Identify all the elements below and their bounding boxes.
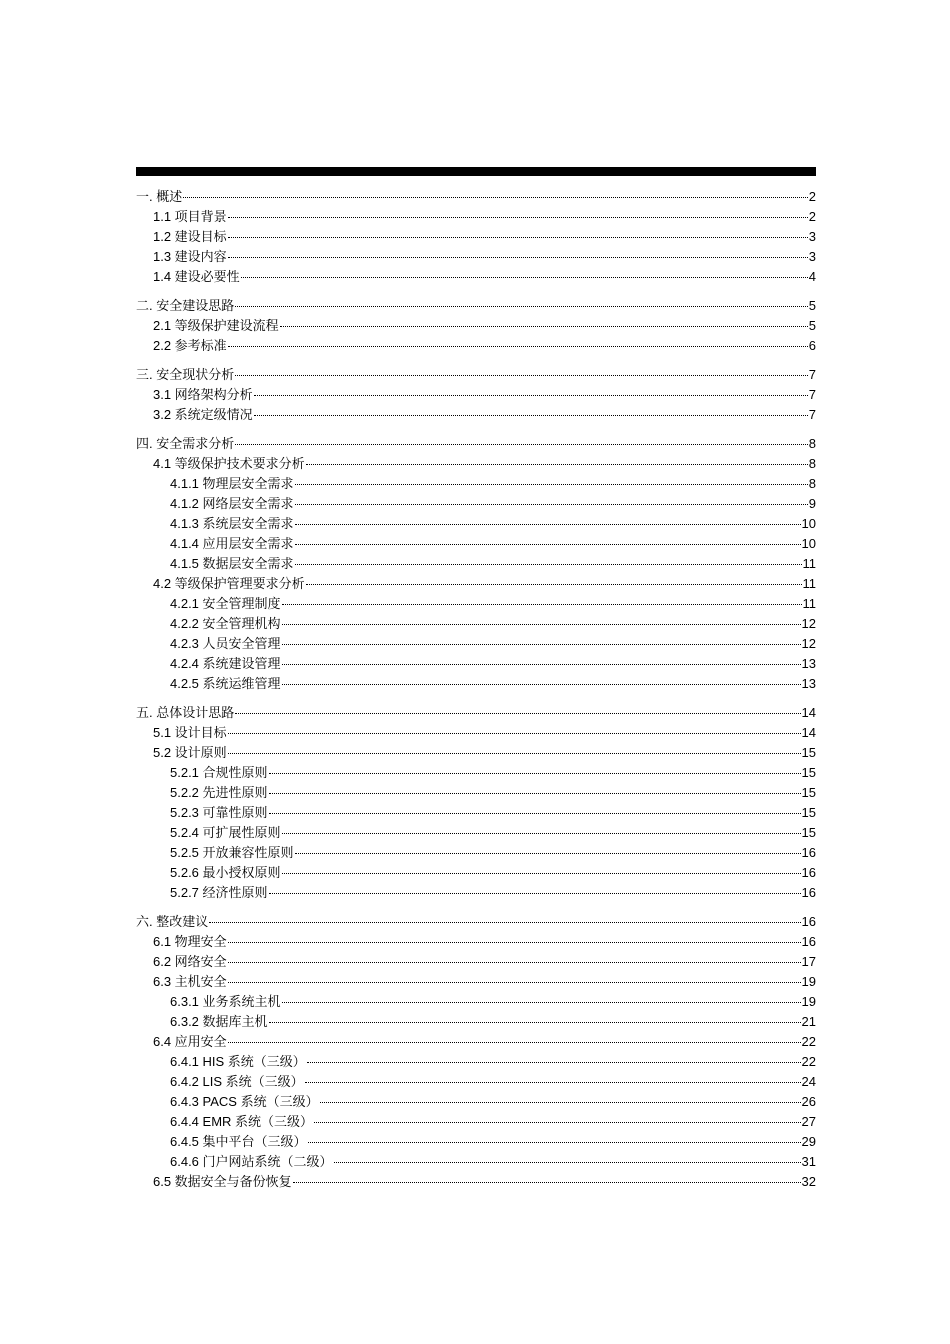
toc-leader-dots xyxy=(282,592,802,605)
toc-entry[interactable] xyxy=(136,1072,816,1092)
toc-entry[interactable] xyxy=(136,554,816,574)
toc-entry-title: 1.3 建设内容 xyxy=(153,249,227,264)
toc-leader-dots xyxy=(282,821,801,834)
toc-leader-dots xyxy=(228,225,808,238)
toc-entry-page: 24 xyxy=(801,1074,816,1089)
toc-leader-dots xyxy=(295,512,801,525)
toc-entry-title: 六. 整改建议 xyxy=(136,914,209,929)
toc-entry[interactable] xyxy=(136,863,816,883)
toc-entry-page: 11 xyxy=(802,556,816,571)
toc-leader-dots xyxy=(305,1070,801,1083)
toc-leader-dots xyxy=(307,1050,801,1063)
toc-leader-dots xyxy=(293,1170,801,1183)
toc-entry[interactable] xyxy=(136,743,816,763)
toc-leader-dots xyxy=(282,861,801,874)
top-rule xyxy=(136,167,816,176)
toc-entry-page: 7 xyxy=(808,387,816,402)
toc-entry-title: 1.4 建设必要性 xyxy=(153,269,240,284)
toc-entry[interactable] xyxy=(136,494,816,514)
toc-entry-page: 10 xyxy=(801,516,816,531)
toc-leader-dots xyxy=(282,672,801,685)
toc-entry[interactable] xyxy=(136,674,816,694)
toc-entry-page: 3 xyxy=(808,249,816,264)
toc-leader-dots xyxy=(235,432,808,445)
toc-entry-title: 5.2.3 可靠性原则 xyxy=(170,805,268,820)
toc-entry[interactable] xyxy=(136,932,816,952)
toc-leader-dots xyxy=(228,721,801,734)
toc-entry[interactable] xyxy=(136,1032,816,1052)
toc-leader-dots xyxy=(269,781,801,794)
toc-leader-dots xyxy=(282,612,801,625)
toc-entry[interactable] xyxy=(136,763,816,783)
toc-leader-dots xyxy=(295,492,808,505)
toc-entry-page: 19 xyxy=(801,974,816,989)
toc-entry[interactable] xyxy=(136,187,816,207)
toc-entry[interactable] xyxy=(136,1152,816,1172)
toc-entry-page: 13 xyxy=(801,656,816,671)
toc-entry[interactable] xyxy=(136,267,816,287)
toc-entry[interactable] xyxy=(136,405,816,425)
toc-entry-title: 6.4.1 HIS 系统（三级） xyxy=(170,1054,306,1069)
toc-entry[interactable] xyxy=(136,434,816,454)
toc-entry-page: 12 xyxy=(801,636,816,651)
toc-entry[interactable] xyxy=(136,574,816,594)
toc-leader-dots xyxy=(295,841,801,854)
toc-entry[interactable] xyxy=(136,296,816,316)
toc-entry-page: 19 xyxy=(801,994,816,1009)
toc-entry-page: 11 xyxy=(802,596,816,611)
toc-entry-page: 17 xyxy=(801,954,816,969)
toc-leader-dots xyxy=(269,801,801,814)
toc-entry[interactable] xyxy=(136,614,816,634)
toc-entry-page: 2 xyxy=(808,209,816,224)
toc-entry-title: 5.2.4 可扩展性原则 xyxy=(170,825,281,840)
toc-entry-title: 6.4.3 PACS 系统（三级） xyxy=(170,1094,319,1109)
toc-entry-title: 4.1.4 应用层安全需求 xyxy=(170,536,294,551)
toc-entry[interactable] xyxy=(136,247,816,267)
toc-entry[interactable] xyxy=(136,534,816,554)
toc-leader-dots xyxy=(228,741,801,754)
toc-entry[interactable] xyxy=(136,803,816,823)
toc-entry-page: 15 xyxy=(801,825,816,840)
toc-entry[interactable] xyxy=(136,972,816,992)
toc-entry-page: 13 xyxy=(801,676,816,691)
toc-entry-page: 21 xyxy=(801,1014,816,1029)
toc-entry-page: 8 xyxy=(808,456,816,471)
toc-entry-title: 4.2.1 安全管理制度 xyxy=(170,596,281,611)
toc-entry-page: 22 xyxy=(801,1054,816,1069)
toc-leader-dots xyxy=(269,881,801,894)
toc-leader-dots xyxy=(228,970,801,983)
toc-entry-title: 3.2 系统定级情况 xyxy=(153,407,253,422)
toc-leader-dots xyxy=(254,403,808,416)
toc-entry-title: 3.1 网络架构分析 xyxy=(153,387,253,402)
toc-leader-dots xyxy=(314,1110,801,1123)
toc-entry-page: 16 xyxy=(801,934,816,949)
toc-entry-title: 1.1 项目背景 xyxy=(153,209,227,224)
toc-entry-page: 12 xyxy=(801,616,816,631)
toc-entry-page: 5 xyxy=(808,318,816,333)
toc-entry-title: 4.2.4 系统建设管理 xyxy=(170,656,281,671)
toc-entry-title: 5.2.5 开放兼容性原则 xyxy=(170,845,294,860)
toc-entry-page: 9 xyxy=(808,496,816,511)
toc-entry-title: 5.2.2 先进性原则 xyxy=(170,785,268,800)
toc-entry[interactable] xyxy=(136,883,816,903)
toc-entry[interactable] xyxy=(136,654,816,674)
toc-entry-title: 6.4.2 LIS 系统（三级） xyxy=(170,1074,304,1089)
toc-entry[interactable] xyxy=(136,336,816,356)
toc-entry[interactable] xyxy=(136,207,816,227)
toc-entry[interactable] xyxy=(136,703,816,723)
toc-entry[interactable] xyxy=(136,634,816,654)
toc-entry[interactable] xyxy=(136,514,816,534)
toc-entry-page: 15 xyxy=(801,765,816,780)
toc-entry-title: 6.5 数据安全与备份恢复 xyxy=(153,1174,292,1189)
toc-leader-dots xyxy=(306,452,808,465)
toc-leader-dots xyxy=(295,552,802,565)
toc-leader-dots xyxy=(235,701,800,714)
toc-leader-dots xyxy=(228,245,808,258)
toc-leader-dots xyxy=(295,532,801,545)
toc-entry-page: 27 xyxy=(801,1114,816,1129)
toc-entry-title: 5.2.1 合规性原则 xyxy=(170,765,268,780)
toc-entry-page: 14 xyxy=(801,725,816,740)
toc-entry[interactable] xyxy=(136,1172,816,1192)
toc-entry-page: 16 xyxy=(801,885,816,900)
toc-entry-page: 16 xyxy=(801,865,816,880)
toc-entry-title: 4.1 等级保护技术要求分析 xyxy=(153,456,305,471)
toc-entry-page: 2 xyxy=(808,189,816,204)
toc-entry-title: 2.1 等级保护建设流程 xyxy=(153,318,279,333)
toc-leader-dots xyxy=(228,205,808,218)
toc-leader-dots xyxy=(269,1010,801,1023)
toc-entry-title: 四. 安全需求分析 xyxy=(136,436,235,451)
toc-leader-dots xyxy=(241,265,808,278)
toc-leader-dots xyxy=(334,1150,801,1163)
toc-leader-dots xyxy=(306,572,802,585)
toc-leader-dots xyxy=(228,1030,801,1043)
toc-leader-dots xyxy=(254,383,808,396)
toc-entry-page: 3 xyxy=(808,229,816,244)
toc-entry-title: 6.3.1 业务系统主机 xyxy=(170,994,281,1009)
toc-leader-dots xyxy=(228,334,808,347)
toc-entry-title: 6.3 主机安全 xyxy=(153,974,227,989)
toc-leader-dots xyxy=(295,472,808,485)
toc-entry[interactable] xyxy=(136,992,816,1012)
toc-leader-dots xyxy=(282,990,801,1003)
toc-entry-title: 4.2.3 人员安全管理 xyxy=(170,636,281,651)
toc-entry[interactable] xyxy=(136,1052,816,1072)
toc-entry-page: 15 xyxy=(801,745,816,760)
toc-leader-dots xyxy=(320,1090,801,1103)
toc-entry-page: 32 xyxy=(801,1174,816,1189)
toc-leader-dots xyxy=(183,185,808,198)
toc-entry[interactable] xyxy=(136,1112,816,1132)
toc-leader-dots xyxy=(228,950,801,963)
toc-entry-page: 14 xyxy=(801,705,816,720)
toc-leader-dots xyxy=(308,1130,801,1143)
toc-entry-page: 7 xyxy=(808,407,816,422)
toc-entry-title: 6.3.2 数据库主机 xyxy=(170,1014,268,1029)
toc-entry-page: 7 xyxy=(808,367,816,382)
toc-entry-title: 4.2.2 安全管理机构 xyxy=(170,616,281,631)
toc-entry-title: 4.2.5 系统运维管理 xyxy=(170,676,281,691)
toc-entry-title: 4.1.5 数据层安全需求 xyxy=(170,556,294,571)
toc-entry-page: 8 xyxy=(808,476,816,491)
toc-leader-dots xyxy=(235,294,808,307)
toc-entry-title: 三. 安全现状分析 xyxy=(136,367,235,382)
toc-leader-dots xyxy=(209,910,800,923)
toc-entry-title: 6.4.5 集中平台（三级） xyxy=(170,1134,307,1149)
toc-entry-title: 2.2 参考标准 xyxy=(153,338,227,353)
toc-entry-page: 8 xyxy=(808,436,816,451)
toc-entry-page: 16 xyxy=(801,845,816,860)
toc-entry-title: 4.1.1 物理层安全需求 xyxy=(170,476,294,491)
toc-leader-dots xyxy=(269,761,801,774)
toc-entry-page: 26 xyxy=(801,1094,816,1109)
toc-entry[interactable] xyxy=(136,316,816,336)
toc-entry[interactable] xyxy=(136,783,816,803)
toc-entry-title: 一. 概述 xyxy=(136,189,183,204)
toc-entry-page: 10 xyxy=(801,536,816,551)
toc-entry[interactable] xyxy=(136,1132,816,1152)
toc-entry[interactable] xyxy=(136,1012,816,1032)
toc-entry[interactable] xyxy=(136,227,816,247)
toc-entry-page: 22 xyxy=(801,1034,816,1049)
toc-entry-title: 6.4 应用安全 xyxy=(153,1034,227,1049)
toc-entry[interactable] xyxy=(136,594,816,614)
toc-entry-title: 6.2 网络安全 xyxy=(153,954,227,969)
toc-entry[interactable] xyxy=(136,454,816,474)
toc-entry-page: 15 xyxy=(801,785,816,800)
toc-entry-title: 5.2 设计原则 xyxy=(153,745,227,760)
toc-entry[interactable] xyxy=(136,723,816,743)
toc-entry-title: 6.4.6 门户网站系统（二级） xyxy=(170,1154,333,1169)
toc-entry[interactable] xyxy=(136,474,816,494)
toc-entry-title: 6.4.4 EMR 系统（三级） xyxy=(170,1114,314,1129)
toc-leader-dots xyxy=(228,930,801,943)
toc-entry[interactable] xyxy=(136,952,816,972)
toc-leader-dots xyxy=(280,314,808,327)
toc-entry-title: 五. 总体设计思路 xyxy=(136,705,235,720)
toc-entry-title: 5.2.7 经济性原则 xyxy=(170,885,268,900)
toc-entry-page: 11 xyxy=(802,576,816,591)
toc-entry[interactable] xyxy=(136,843,816,863)
toc-entry[interactable] xyxy=(136,823,816,843)
toc-entry-title: 1.2 建设目标 xyxy=(153,229,227,244)
toc-entry-title: 5.2.6 最小授权原则 xyxy=(170,865,281,880)
toc-entry-title: 二. 安全建设思路 xyxy=(136,298,235,313)
toc-entry-title: 4.2 等级保护管理要求分析 xyxy=(153,576,305,591)
toc-entry-page: 4 xyxy=(808,269,816,284)
toc-leader-dots xyxy=(282,632,801,645)
table-of-contents xyxy=(136,187,816,1192)
toc-entry-page: 31 xyxy=(801,1154,816,1169)
toc-entry-page: 5 xyxy=(808,298,816,313)
toc-entry-title: 4.1.2 网络层安全需求 xyxy=(170,496,294,511)
toc-entry-page: 15 xyxy=(801,805,816,820)
toc-entry[interactable] xyxy=(136,365,816,385)
toc-entry[interactable] xyxy=(136,1092,816,1112)
toc-entry-page: 29 xyxy=(801,1134,816,1149)
toc-entry-page: 6 xyxy=(808,338,816,353)
toc-entry-title: 6.1 物理安全 xyxy=(153,934,227,949)
toc-entry-title: 5.1 设计目标 xyxy=(153,725,227,740)
toc-entry[interactable] xyxy=(136,385,816,405)
toc-leader-dots xyxy=(235,363,808,376)
toc-entry-title: 4.1.3 系统层安全需求 xyxy=(170,516,294,531)
toc-entry-page: 16 xyxy=(801,914,816,929)
toc-entry[interactable] xyxy=(136,912,816,932)
toc-leader-dots xyxy=(282,652,801,665)
